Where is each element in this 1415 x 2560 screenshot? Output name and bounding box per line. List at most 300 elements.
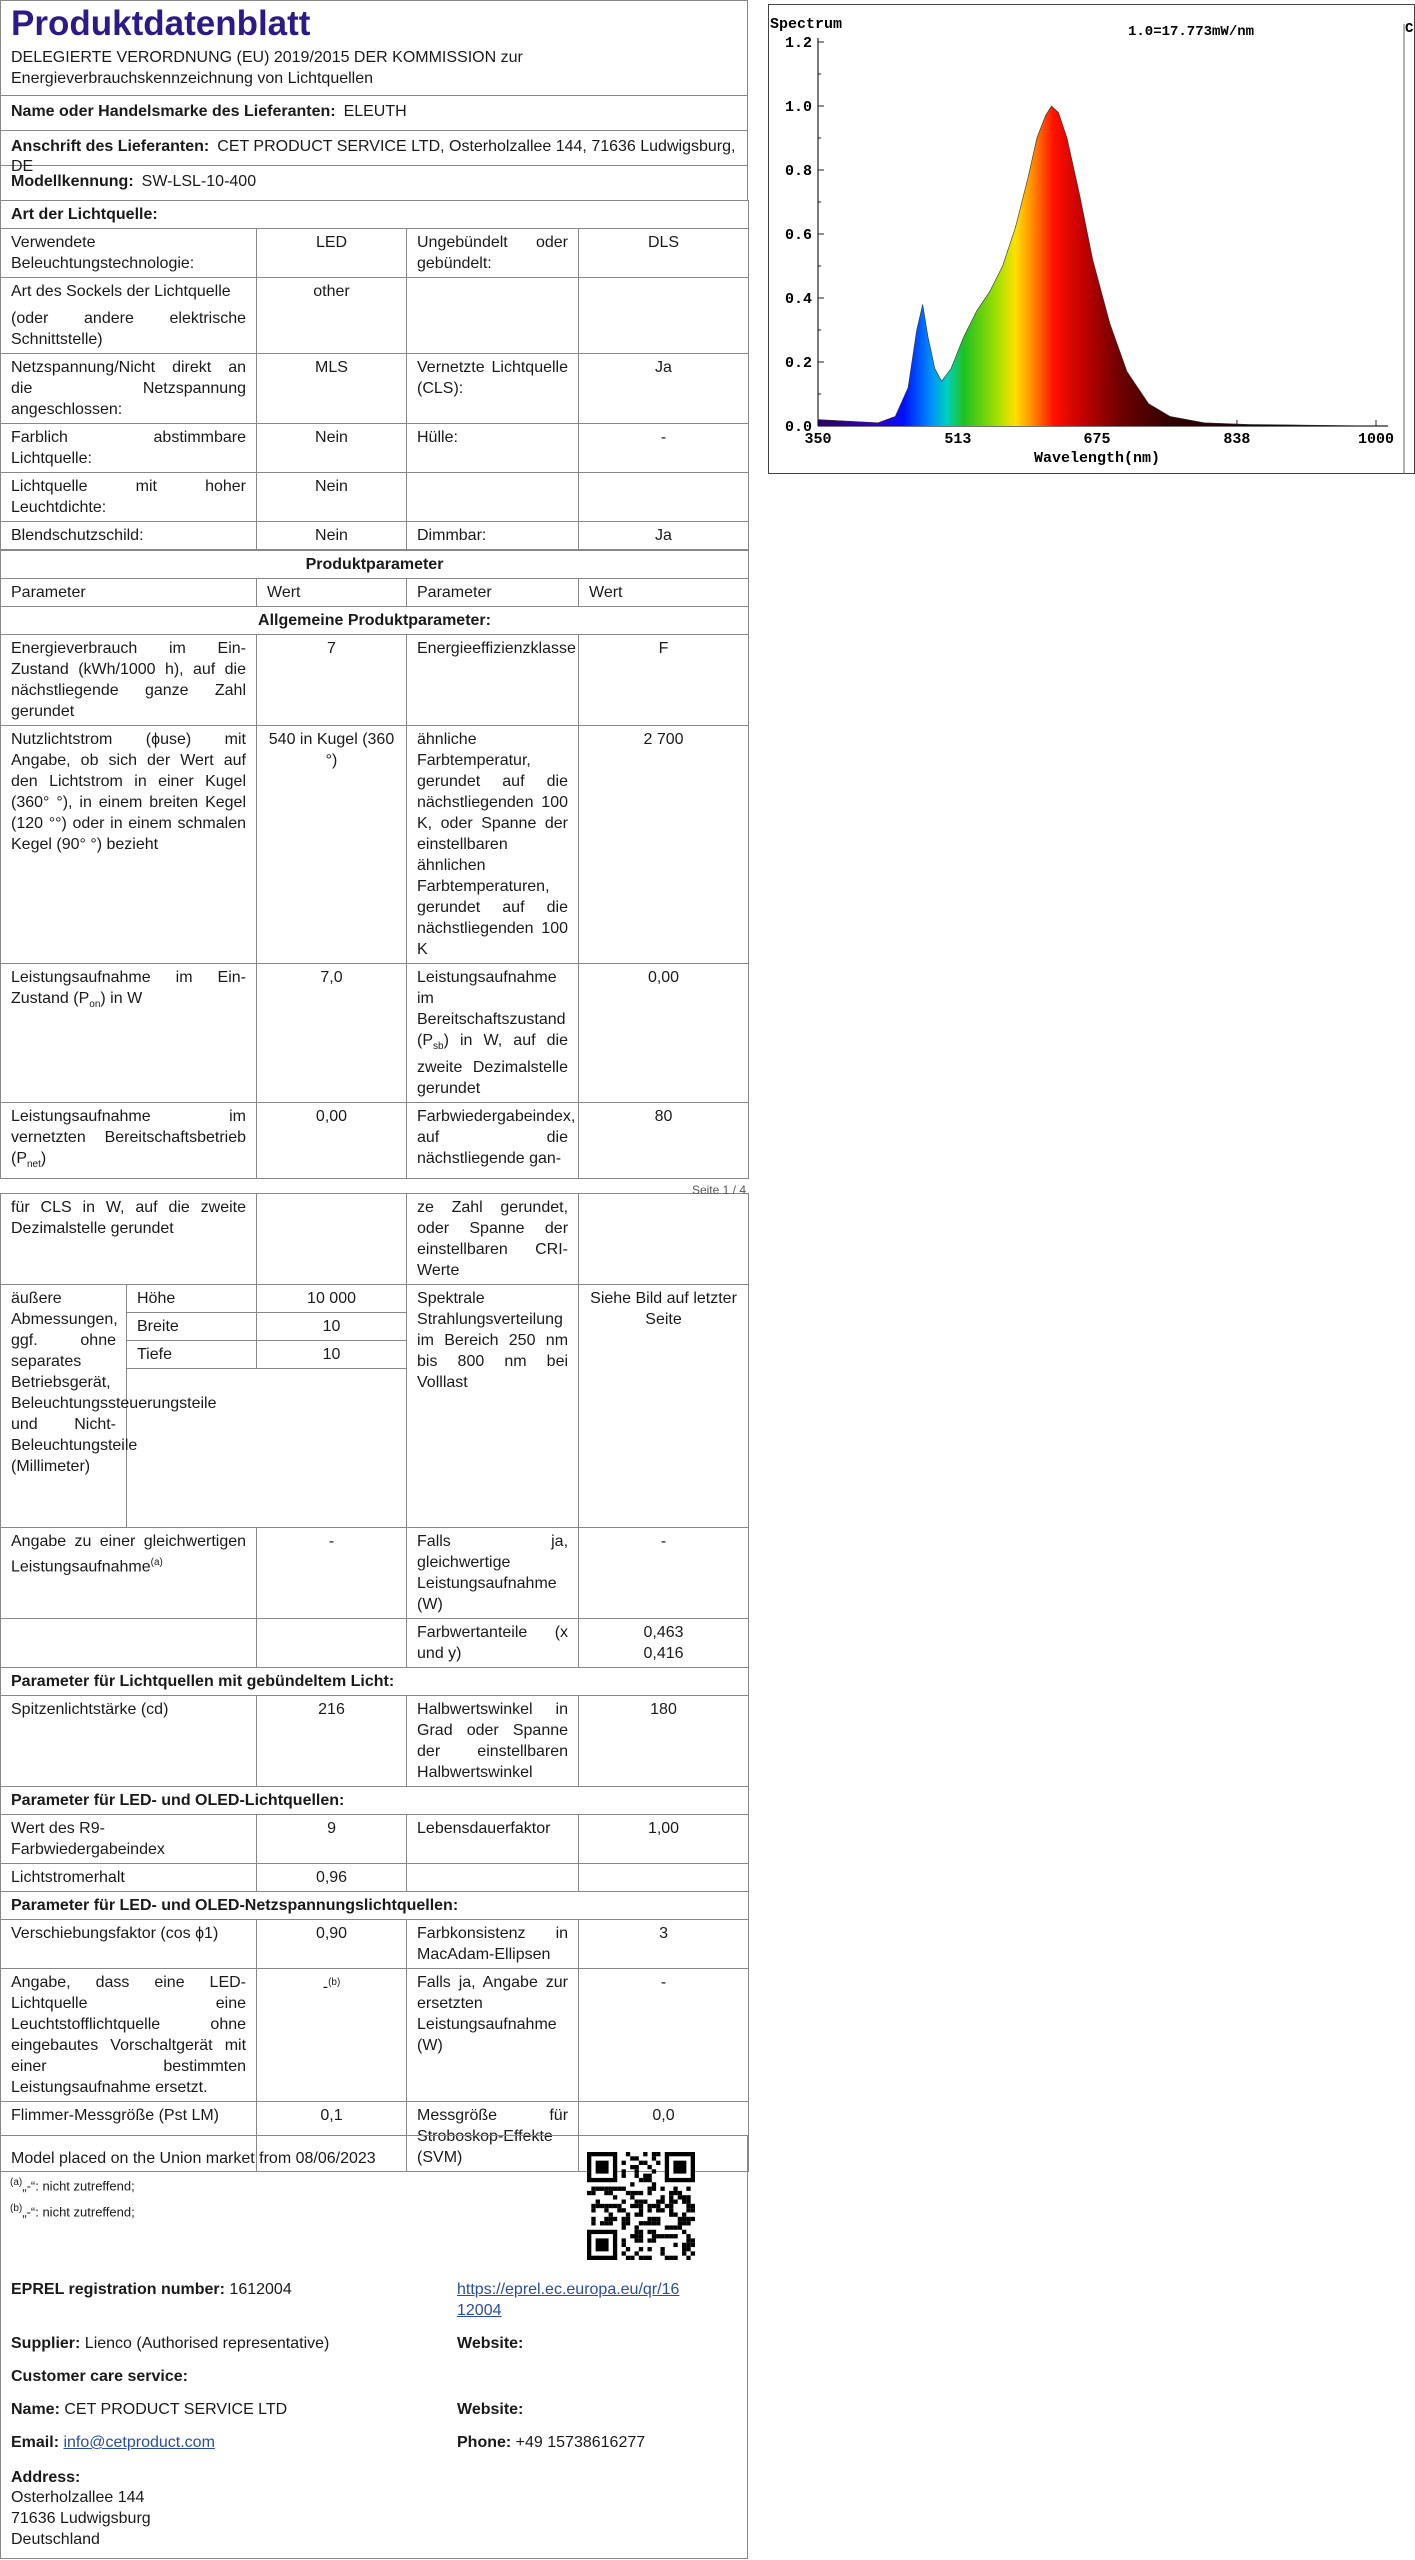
empty-cell (579, 1864, 749, 1892)
tech-label: Verwendete Beleuchtungstechnologie: (1, 229, 257, 278)
qr-module (635, 2174, 639, 2178)
qr-module (630, 2256, 634, 2260)
qr-module (604, 2221, 608, 2225)
qr-module (647, 2247, 651, 2251)
qr-module (647, 2191, 651, 2195)
qr-module (673, 2234, 677, 2238)
qr-module (673, 2187, 677, 2191)
qr-module (652, 2156, 656, 2160)
chart-edge-label: C (1405, 21, 1414, 37)
chroma-label: Farbwertanteile (x und y) (407, 1619, 579, 1668)
qr-module (652, 2187, 656, 2191)
mains-label: Netzspannung/Nicht direkt an die Netzspannung angeschlossen: (1, 354, 257, 424)
qr-module (669, 2191, 673, 2195)
peak-value: 216 (257, 1696, 407, 1787)
qr-module (600, 2187, 604, 2191)
qr-module (622, 2200, 626, 2204)
qr-module (652, 2217, 656, 2221)
supplier-name-value: ELEUTH (343, 103, 407, 120)
cap-label-line2: (oder andere elektrische Schnittstelle) (11, 310, 246, 348)
qr-module (652, 2169, 656, 2173)
qr-module (643, 2174, 647, 2178)
empty-cell (257, 1369, 407, 1528)
care-name-row (11, 2399, 287, 2420)
qr-module (596, 2238, 609, 2251)
qr-module (660, 2251, 664, 2255)
chroma-y: 0,416 (643, 1645, 684, 1663)
dim-height-label: Höhe (127, 1285, 257, 1313)
qr-module (656, 2234, 660, 2238)
qr-module (678, 2195, 682, 2199)
qr-module (686, 2195, 690, 2199)
y-tick-label: 1.2 (784, 35, 812, 52)
footnote-a-sup: (a) (10, 2177, 23, 2189)
qr-module (600, 2221, 604, 2225)
qr-module (635, 2251, 639, 2255)
qr-module (604, 2208, 608, 2212)
energy-value: 7 (257, 635, 407, 726)
col-param-2: Parameter (407, 579, 579, 607)
cos-label: Verschiebungsfaktor (cos ϕ1) (1, 1920, 257, 1969)
x-tick-label: 838 (1223, 431, 1251, 448)
qr-module (600, 2204, 604, 2208)
qr-module (635, 2212, 639, 2216)
qr-module (647, 2174, 651, 2178)
qr-module (686, 2221, 690, 2225)
equiv-label-text: Angabe zu einer gleichwertigen Leistungsaufnahme (11, 1533, 247, 1576)
high-luminance-label: Lichtquelle mit hoher Leuchtdichte: (1, 473, 257, 522)
maint-label: Lichtstromerhalt (1, 1864, 257, 1892)
pon-value: 7,0 (257, 964, 407, 1103)
flicker-label: Flimmer-Messgröße (Pst LM) (1, 2102, 257, 2172)
qr-module (630, 2204, 634, 2208)
qr-module (613, 2195, 617, 2199)
qr-module (604, 2187, 608, 2191)
phone-value: +49 15738616277 (515, 2434, 646, 2451)
qr-module (639, 2234, 643, 2238)
qr-module (652, 2221, 656, 2225)
pnet-label (1, 1103, 257, 1179)
qr-module (609, 2212, 613, 2216)
qr-module (613, 2204, 617, 2208)
x-tick-label: 675 (1083, 431, 1111, 448)
qr-module (639, 2200, 643, 2204)
qr-module (673, 2212, 677, 2216)
qr-module (682, 2251, 686, 2255)
model-label: Modellkennung: (11, 173, 134, 190)
qr-module (639, 2238, 643, 2242)
qr-module (639, 2247, 643, 2251)
pon-sub: on (89, 999, 101, 1011)
qr-module (673, 2200, 677, 2204)
y-tick-label: 0.6 (784, 227, 812, 244)
replace-value-text: - (322, 1978, 329, 1996)
qr-module (682, 2247, 686, 2251)
qr-module (652, 2234, 656, 2238)
envelope-value: - (579, 424, 749, 473)
qr-module (647, 2204, 651, 2208)
params-heading: Produktparameter (1, 551, 749, 579)
email-label: Email: (11, 2434, 60, 2451)
qr-module (635, 2230, 639, 2234)
general-heading: Allgemeine Produktparameter: (1, 607, 749, 635)
qr-module (635, 2165, 639, 2169)
qr-module (609, 2217, 613, 2221)
supplier-address-value: CET PRODUCT SERVICE LTD, Osterholzallee 144, 71636 Ludwigsburg, DE (11, 138, 736, 175)
qr-module (596, 2204, 600, 2208)
mains-heading: Parameter für LED- und OLED-Netzspannungslichtquellen: (1, 1892, 749, 1920)
qr-module (596, 2161, 609, 2174)
product-datasheet (0, 0, 748, 2223)
replace2-label: Falls ja, Angabe zur ersetzten Leistungsaufnahme (W) (407, 1969, 579, 2102)
page-number: Seite 1 / 4 (691, 1183, 746, 1198)
qr-code-icon[interactable] (587, 2152, 695, 2260)
consist-value: 3 (579, 1920, 749, 1969)
qr-module (591, 2187, 595, 2191)
qr-module (647, 2178, 651, 2182)
qr-module (622, 2238, 626, 2242)
email-link[interactable]: info@cetproduct.com (63, 2434, 215, 2451)
psb-sub: sb (433, 1041, 444, 1053)
address-line: Osterholzallee 144 (11, 2489, 145, 2506)
flux-value: 540 in Kugel (360 °) (257, 726, 407, 964)
directional-label: Ungebündelt oder gebündelt: (407, 229, 579, 278)
qr-module (617, 2204, 621, 2208)
supplier-name-label: Name oder Handelsmarke des Lieferanten: (11, 103, 336, 120)
chart-title: Spectrum (770, 16, 843, 33)
qr-module (587, 2191, 591, 2195)
directional-value: DLS (579, 229, 749, 278)
flux-label: Nutzlichtstrom (ϕuse) mit Angabe, ob sich der Wert auf den Lichtstrom in einer Kugel (360° °), in einem breiten Kegel (120 °°) oder in einem schmalen Kegel (90° °) bezieht (1, 726, 257, 964)
qr-module (643, 2256, 647, 2260)
eprel-link-line2[interactable]: 12004 (457, 2302, 502, 2319)
y-tick-label: 0.8 (784, 163, 812, 180)
life-value: 1,00 (579, 1815, 749, 1864)
x-tick-label: 1000 (1357, 431, 1395, 448)
cri-value: 80 (579, 1103, 749, 1179)
pnet-label-text: Leistungsaufnahme im vernetzten Bereitschaftsbetrieb (P (11, 1108, 246, 1168)
qr-module (686, 2204, 690, 2208)
beam-label: Halbwertswinkel in Grad oder Spanne der einstellbaren Halbwertswinkel (407, 1696, 579, 1787)
phone-label: Phone: (457, 2434, 512, 2451)
eprel-reg-value: 1612004 (229, 2281, 292, 2298)
glare-value: Nein (257, 522, 407, 550)
supplier-name-row (0, 95, 748, 130)
dimmable-value: Ja (579, 522, 749, 550)
scale-note: 1.0=17.773mW/nm (1128, 24, 1255, 40)
empty-cell (1, 1619, 257, 1668)
qr-module (647, 2221, 651, 2225)
strobo-label: Messgröße für Stroboskop-Effekte (SVM) (407, 2102, 579, 2172)
qr-module (691, 2208, 695, 2212)
qr-module (635, 2191, 639, 2195)
spectrum-chart (768, 4, 1415, 474)
life-label: Lebensdauerfaktor (407, 1815, 579, 1864)
qr-module (682, 2200, 686, 2204)
y-tick-label: 0.4 (784, 291, 812, 308)
equiv2-label: Falls ja, gleichwertige Leistungsaufnahme (W) (407, 1528, 579, 1619)
care-name-label: Name: (11, 2401, 60, 2418)
qr-module (622, 2208, 626, 2212)
qr-module (635, 2200, 639, 2204)
footnote-b-sup: (b) (10, 2202, 23, 2214)
qr-module (622, 2169, 626, 2173)
qr-module (647, 2187, 651, 2191)
spectral-label: Spektrale Strahlungsverteilung im Bereich 250 nm bis 800 nm bei Volllast (407, 1285, 579, 1528)
maint-value: 0,96 (257, 1864, 407, 1892)
address-line: 71636 Ludwigsburg (11, 2510, 151, 2527)
qr-module (669, 2195, 673, 2199)
supplier-address-label: Anschrift des Lieferanten: (11, 138, 210, 155)
qr-module (591, 2217, 595, 2221)
supplier-label: Supplier: (11, 2335, 81, 2352)
qr-module (656, 2208, 660, 2212)
qr-module (686, 2208, 690, 2212)
qr-module (630, 2156, 634, 2160)
cri-label: Farbwiedergabeindex, auf die nächstliegende gan- (407, 1103, 579, 1179)
qr-module (630, 2191, 634, 2195)
qr-module (656, 2161, 660, 2165)
qr-module (622, 2221, 626, 2225)
qr-module (673, 2225, 677, 2229)
y-tick-label: 0.2 (784, 355, 812, 372)
empty-cell (407, 473, 579, 522)
pnet-label-end: ) (40, 1150, 47, 1168)
qr-module (609, 2191, 613, 2195)
qr-module (660, 2234, 664, 2238)
qr-module (626, 2191, 630, 2195)
x-tick-label: 513 (944, 431, 972, 448)
qr-module (639, 2221, 643, 2225)
pon-label (1, 964, 257, 1103)
qr-module (622, 2225, 626, 2229)
phone-row (457, 2432, 645, 2453)
qr-module (635, 2225, 639, 2229)
peak-label: Spitzenlichtstärke (cd) (1, 1696, 257, 1787)
qr-module (686, 2243, 690, 2247)
qr-module (643, 2200, 647, 2204)
consist-label: Farbkonsistenz in MacAdam-Ellipsen (407, 1920, 579, 1969)
qr-module (686, 2234, 690, 2238)
address-label: Address: (11, 2469, 81, 2486)
care-label: Customer care service: (11, 2368, 188, 2385)
qr-module (647, 2217, 651, 2221)
qr-module (669, 2256, 673, 2260)
market-date: Model placed on the Union market from 08/06/2023 (11, 2150, 376, 2167)
x-tick-label: 350 (804, 431, 832, 448)
qr-module (622, 2243, 626, 2247)
qr-module (626, 2217, 630, 2221)
r9-label: Wert des R9-Farbwiedergabeindex (1, 1815, 257, 1864)
qr-module (686, 2187, 690, 2191)
qr-module (639, 2161, 643, 2165)
qr-module (691, 2251, 695, 2255)
qr-module (673, 2256, 677, 2260)
params-table-page2 (0, 1193, 749, 2172)
cap-value: other (257, 278, 407, 354)
qr-module (604, 2217, 608, 2221)
qr-module (626, 2221, 630, 2225)
qr-module (647, 2256, 651, 2260)
col-param-1: Parameter (1, 579, 257, 607)
pnet-sub: net (27, 1159, 41, 1171)
qr-module (591, 2204, 595, 2208)
qr-module (630, 2165, 634, 2169)
qr-module (626, 2152, 630, 2156)
replace-sup: (b) (328, 1977, 341, 1989)
qr-module (660, 2195, 664, 2199)
qr-module (686, 2256, 690, 2260)
qr-module (622, 2217, 626, 2221)
website2-label: Website: (457, 2401, 524, 2418)
eprel-box (0, 2135, 748, 2559)
type-table (0, 200, 749, 550)
qr-module (591, 2208, 595, 2212)
qr-module (673, 2191, 677, 2195)
qr-module (691, 2204, 695, 2208)
supplier-address-row (0, 130, 748, 175)
qr-module (678, 2221, 682, 2225)
qr-module (643, 2161, 647, 2165)
address-lines (11, 2487, 151, 2550)
qr-module (622, 2161, 626, 2165)
qr-module (669, 2208, 673, 2212)
flicker-value: 0,1 (257, 2102, 407, 2172)
dim-width-value: 10 (257, 1313, 407, 1341)
qr-module (626, 2256, 630, 2260)
col-value-2: Wert (579, 579, 749, 607)
qr-module (613, 2217, 617, 2221)
qr-module (691, 2217, 695, 2221)
pnet-label-continued: für CLS in W, auf die zweite Dezimalstelle gerundet (1, 1194, 257, 1285)
email-row (11, 2432, 215, 2453)
qr-module (596, 2200, 600, 2204)
glare-label: Blendschutzschild: (1, 522, 257, 550)
equiv-label (1, 1528, 257, 1619)
qr-module (656, 2152, 660, 2156)
strobo-value: 0,0 (579, 2102, 749, 2172)
qr-module (669, 2225, 673, 2229)
qr-module (660, 2247, 664, 2251)
qr-module (591, 2221, 595, 2225)
equiv-value: - (257, 1528, 407, 1619)
spectral-value: Siehe Bild auf letzter Seite (579, 1285, 749, 1528)
page-break (0, 1179, 748, 1198)
cap-label (1, 278, 257, 354)
qr-module (669, 2212, 673, 2216)
eprel-reg (11, 2279, 292, 2300)
qr-module (604, 2204, 608, 2208)
r9-value: 9 (257, 1815, 407, 1864)
model-row (0, 165, 748, 200)
empty-cell (257, 1194, 407, 1285)
psb-label (407, 964, 579, 1103)
qr-module (609, 2204, 613, 2208)
led-heading: Parameter für LED- und OLED-Lichtquellen: (1, 1787, 749, 1815)
type-heading: Art der Lichtquelle: (1, 201, 749, 229)
qr-module (617, 2208, 621, 2212)
qr-module (609, 2221, 613, 2225)
dim-width-label: Breite (127, 1313, 257, 1341)
qr-module (656, 2221, 660, 2225)
qr-module (691, 2238, 695, 2242)
qr-module (643, 2152, 647, 2156)
qr-module (635, 2169, 639, 2173)
qr-module (686, 2200, 690, 2204)
pon-label-end: ) in W (100, 990, 143, 1007)
qr-module (652, 2152, 656, 2156)
qr-module (622, 2187, 626, 2191)
dim-height-value: 10 000 (257, 1285, 407, 1313)
qr-module (660, 2200, 664, 2204)
class-value: F (579, 635, 749, 726)
empty-cell (127, 1369, 257, 1528)
qr-module (682, 2243, 686, 2247)
qr-module (652, 2204, 656, 2208)
y-tick-label: 1.0 (784, 99, 812, 116)
qr-module (682, 2212, 686, 2216)
supplier-row (11, 2333, 329, 2354)
qr-module (591, 2191, 595, 2195)
qr-module (604, 2191, 608, 2195)
qr-module (617, 2187, 621, 2191)
cls-value: Ja (579, 354, 749, 424)
qr-module (635, 2204, 639, 2208)
qr-module (652, 2238, 656, 2242)
beam-value: 180 (579, 1696, 749, 1787)
qr-module (635, 2234, 639, 2238)
qr-module (669, 2204, 673, 2208)
chroma-value (579, 1619, 749, 1668)
qr-module (635, 2156, 639, 2160)
qr-module (682, 2195, 686, 2199)
replace-label: Angabe, dass eine LED-Lichtquelle eine Leuchtstofflichtquelle ohne eingebautes Vorschaltgerät mit einer bestimmten Leistungsaufnahme ersetzt. (1, 1969, 257, 2102)
equiv-sup: (a) (150, 1557, 163, 1569)
qr-module (686, 2217, 690, 2221)
qr-module (630, 2182, 634, 2186)
dim-depth-value: 10 (257, 1341, 407, 1369)
cct-label: ähnliche Farbtemperatur, gerundet auf die nächstliegenden 100 K, oder Spanne der einstellbaren ähnlichen Farbtemperaturen, gerundet auf die nächstliegenden 100 K (407, 726, 579, 964)
footnote-a-text: „-“: nicht zutreffend; (22, 2178, 135, 2194)
qr-module (669, 2200, 673, 2204)
tunable-value: Nein (257, 424, 407, 473)
qr-module (660, 2187, 664, 2191)
qr-module (639, 2204, 643, 2208)
address-line: Deutschland (11, 2531, 100, 2548)
qr-module (665, 2204, 669, 2208)
eprel-reg-label: EPREL registration number: (11, 2281, 225, 2298)
dim-depth-label: Tiefe (127, 1341, 257, 1369)
qr-module (635, 2238, 639, 2242)
pnet-value: 0,00 (257, 1103, 407, 1179)
qr-module (639, 2191, 643, 2195)
high-luminance-value: Nein (257, 473, 407, 522)
qr-module (643, 2221, 647, 2225)
qr-module (682, 2221, 686, 2225)
qr-module (682, 2230, 686, 2234)
chroma-x: 0,463 (643, 1624, 684, 1642)
eprel-link-line1[interactable]: https://eprel.ec.europa.eu/qr/16 (457, 2281, 680, 2298)
cri-label-continued: ze Zahl gerundet, oder Spanne der einstellbaren CRI-Werte (407, 1194, 579, 1285)
eprel-link[interactable] (457, 2279, 679, 2321)
qr-module (686, 2238, 690, 2242)
qr-module (643, 2178, 647, 2182)
empty-cell (579, 1194, 749, 1285)
qr-module (691, 2243, 695, 2247)
psb-label-end: ) in W, auf die zweite Dezimalstelle gerundet (417, 1032, 568, 1098)
empty-cell (579, 473, 749, 522)
mains-value: MLS (257, 354, 407, 424)
